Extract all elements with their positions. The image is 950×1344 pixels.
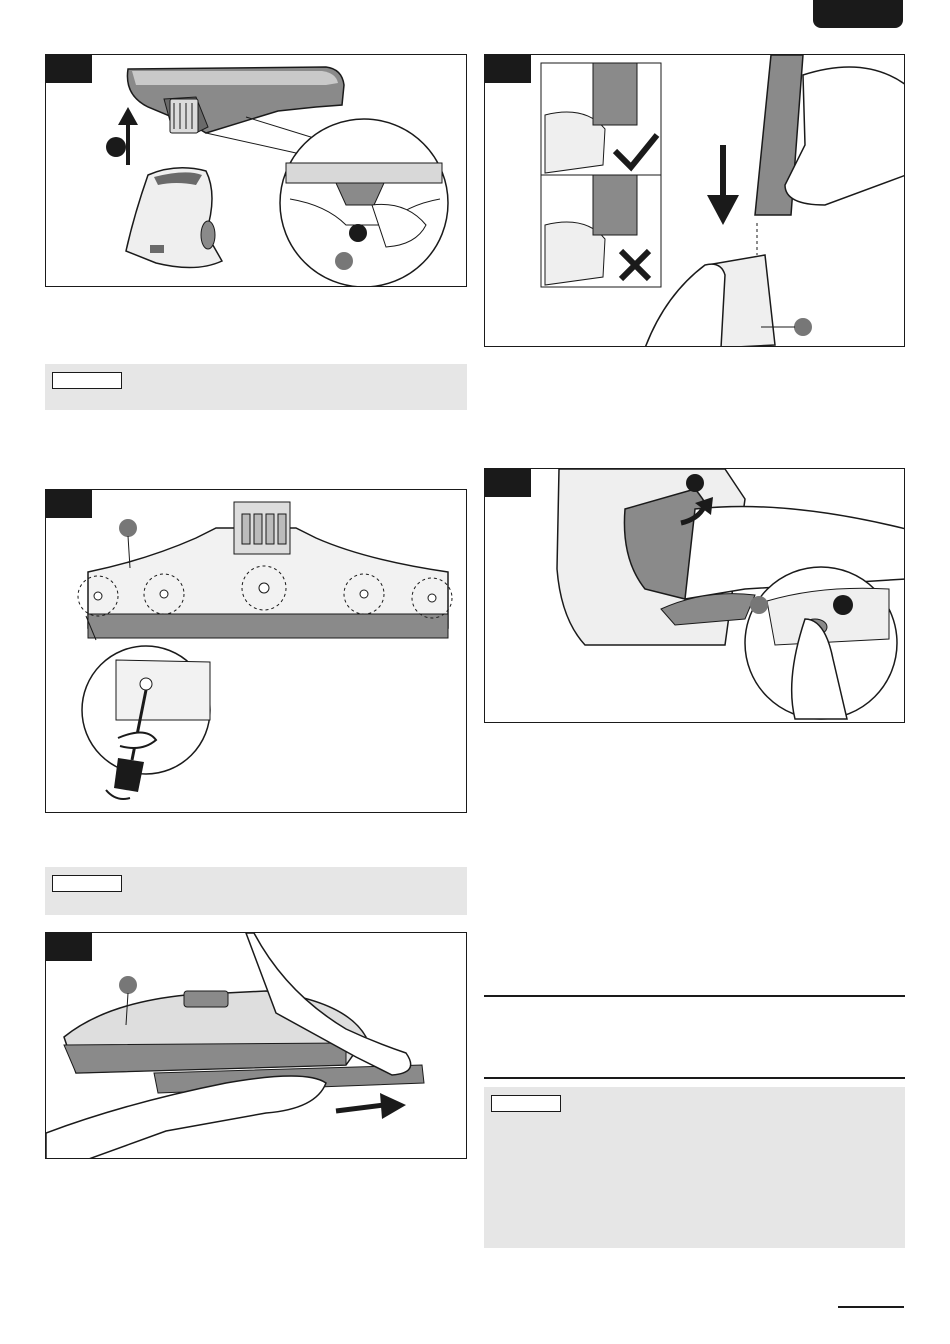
- step-badge-filled: [106, 137, 126, 157]
- figure-cloth-removal: [45, 932, 467, 1159]
- figure-cloth-insert: [484, 54, 905, 347]
- note-label: [491, 1095, 561, 1112]
- section-divider: [484, 995, 905, 997]
- note-box: [45, 364, 467, 410]
- note-box: [45, 867, 467, 915]
- note-label: [52, 875, 122, 892]
- step-badge-filled: [686, 474, 704, 492]
- arrow-right-icon: [336, 1093, 406, 1119]
- note-box: [484, 1087, 905, 1248]
- figure-screw-removal: [45, 489, 467, 813]
- magnifier-circle-icon: [280, 119, 448, 287]
- step-badge-gray: [119, 519, 137, 537]
- arrow-down-icon: [707, 145, 739, 225]
- step-badge-gray: [119, 976, 137, 994]
- section-divider: [484, 1077, 905, 1079]
- note-label: [52, 372, 122, 389]
- step-badge-gray: [794, 318, 812, 336]
- figure-nozzle-removal: [45, 54, 467, 287]
- magnifier-circle-icon: [745, 567, 897, 719]
- language-tab: [813, 0, 903, 28]
- page-number-rule: [838, 1306, 904, 1308]
- arrow-up-icon: [118, 107, 138, 165]
- figure-filter-removal: [484, 468, 905, 723]
